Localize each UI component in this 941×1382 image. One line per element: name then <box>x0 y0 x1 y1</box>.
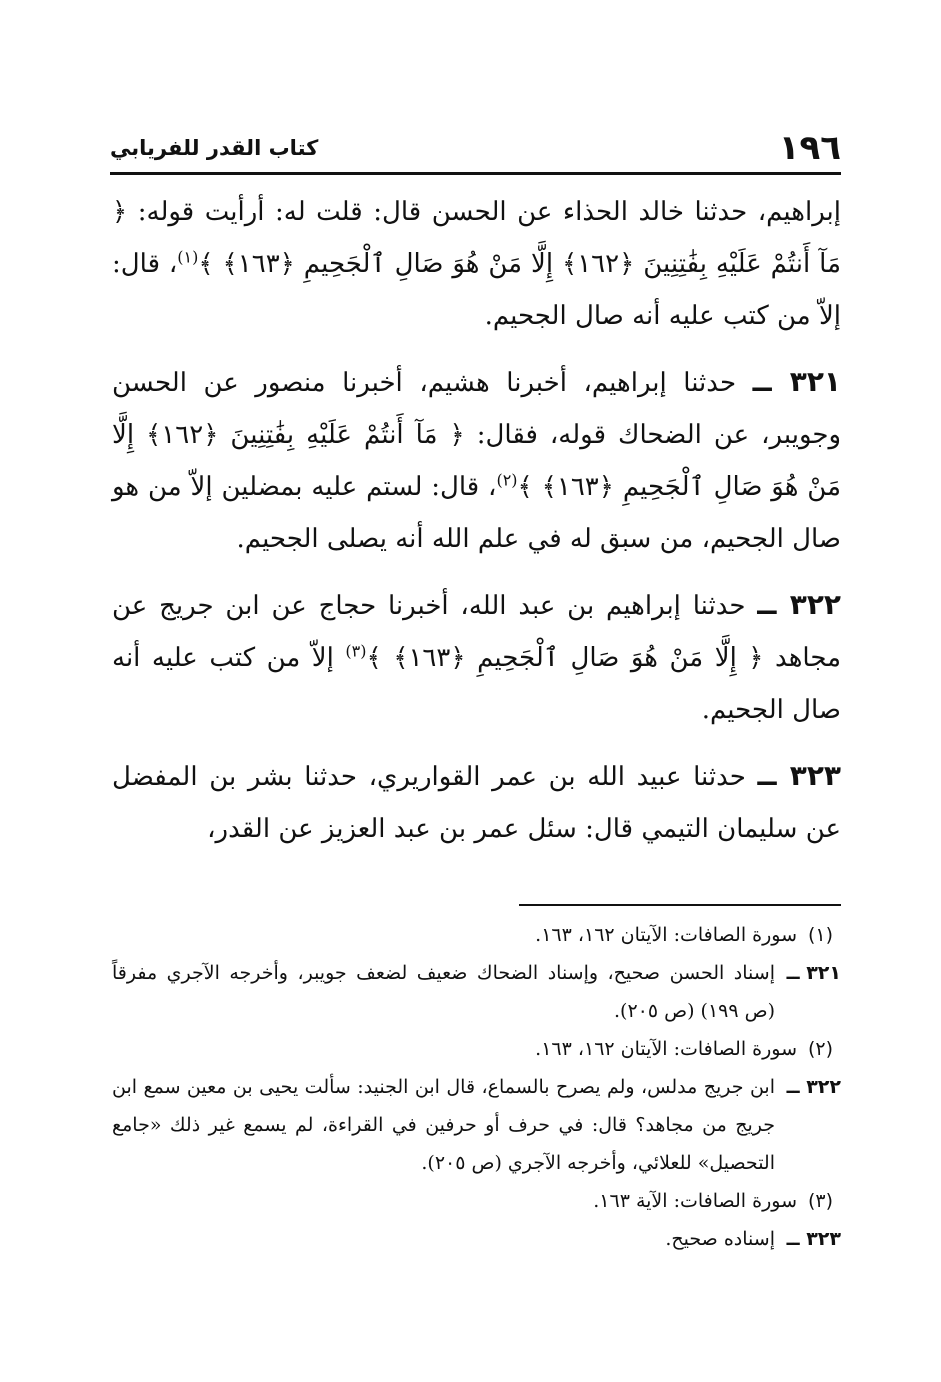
running-title: كتاب القدر للفريابي <box>110 136 319 160</box>
footnote-item <box>112 954 841 1030</box>
page-number: ١٩٦ <box>778 128 841 168</box>
footnote-label: (١) <box>807 924 833 946</box>
paragraph-text: حدثنا إبراهيم بن عبد الله، أخبرنا حجاج عن ابن جريج عن مجاهد <box>112 591 842 673</box>
footnote-text: سورة الصافات: الآية ١٦٣. <box>593 1190 797 1212</box>
footnote-item <box>112 1220 841 1258</box>
footnote-text: ابن جريج مدلس، ولم يصرح بالسماع، قال ابن الجنيد: سألت يحيى بن معين سمع ابن جريج من مجاهد؟ قال: في حرف أو حرفين في القراءة، لم يسمع غير ذلك «جامع التحصيل» للعلائي، وأخرجه الآجري (ص ٢٠٥). <box>112 1076 775 1174</box>
hadith-number: ٣٢٣ ــ <box>757 759 842 792</box>
paragraph-text: حدثنا إبراهيم، أخبرنا هشيم، أخبرنا منصور عن الحسن وجويبر، عن الضحاك قوله، فقال: <box>112 368 842 450</box>
paragraph-text: حدثنا عبيد الله بن عمر القواريري، حدثنا بشر بن المفضل عن سليمان التيمي قال: سئل عمر بن عبد العزيز عن القدر، <box>112 762 841 844</box>
paragraph-text: إبراهيم، حدثنا خالد الحذاء عن الحسن قال: قلت له: أرأيت قوله: <box>137 197 842 227</box>
hadith-number: ٣٢٢ ــ <box>757 588 842 621</box>
footnote-text: سورة الصافات: الآيتان ١٦٢، ١٦٣. <box>535 1038 797 1060</box>
footnote-label: ٣٢١ ــ <box>786 962 841 984</box>
footnote-rule <box>519 904 841 906</box>
paragraph-text: ، قال: لستم عليه بمضلين إلاّ من هو صال الجحيم، من سبق له في علم الله أنه يصلى الجحيم. <box>112 472 841 554</box>
footnote-label: (٢) <box>807 1038 833 1060</box>
paragraph-continued <box>112 186 841 342</box>
page-header <box>110 128 841 170</box>
footnote-label: (٣) <box>807 1190 833 1212</box>
main-text <box>112 186 841 869</box>
footnote-label: ٣٢٢ ــ <box>786 1076 841 1098</box>
footnote-item <box>112 916 841 954</box>
quran-quote: ﴿ مَآ أَنتُمْ عَلَيْهِ بِفَٰتِنِينَ ﴿١٦٢﴾ إِلَّا مَنْ هُوَ صَالِ ٱلْجَحِيمِ ﴿١٦٣﴾ ﴾ <box>112 197 842 279</box>
footnote-label: ٣٢٣ ــ <box>786 1228 841 1250</box>
footnote-item <box>112 1030 841 1068</box>
hadith-322 <box>112 579 841 736</box>
header-rule <box>110 172 841 175</box>
footnote-item <box>112 1068 841 1182</box>
paragraph-text: ، قال: إلاّ من كتب عليه أنه صال الجحيم. <box>112 249 841 331</box>
footnote-text: إسناده صحيح. <box>665 1228 775 1250</box>
footnote-ref: (١) <box>177 247 199 267</box>
footnote-ref: (٣) <box>345 641 367 661</box>
hadith-321 <box>112 356 841 565</box>
footnote-text: سورة الصافات: الآيتان ١٦٢، ١٦٣. <box>535 924 797 946</box>
quran-quote: ﴿ مَآ أَنتُمْ عَلَيْهِ بِفَٰتِنِينَ ﴿١٦٢﴾ إِلَّا مَنْ هُوَ صَالِ ٱلْجَحِيمِ ﴿١٦٣﴾ ﴾ <box>112 420 842 502</box>
paragraph-text: إلاّ من كتب عليه أنه صال الجحيم. <box>112 643 841 725</box>
footnote-ref: (٢) <box>496 470 518 490</box>
quran-quote: ﴿ إِلَّا مَنْ هُوَ صَالِ ٱلْجَحِيمِ ﴿١٦٣﴾ ﴾ <box>366 643 764 673</box>
footnote-item <box>112 1182 841 1220</box>
hadith-323 <box>112 750 841 855</box>
footnote-text: إسناد الحسن صحيح، وإسناد الضحاك ضعيف لضعف جويبر، وأخرجه الآجري مفرقاً (ص ١٩٩) (ص ٢٠٥). <box>112 962 775 1022</box>
footnotes <box>112 916 841 1258</box>
hadith-number: ٣٢١ ــ <box>752 365 842 398</box>
